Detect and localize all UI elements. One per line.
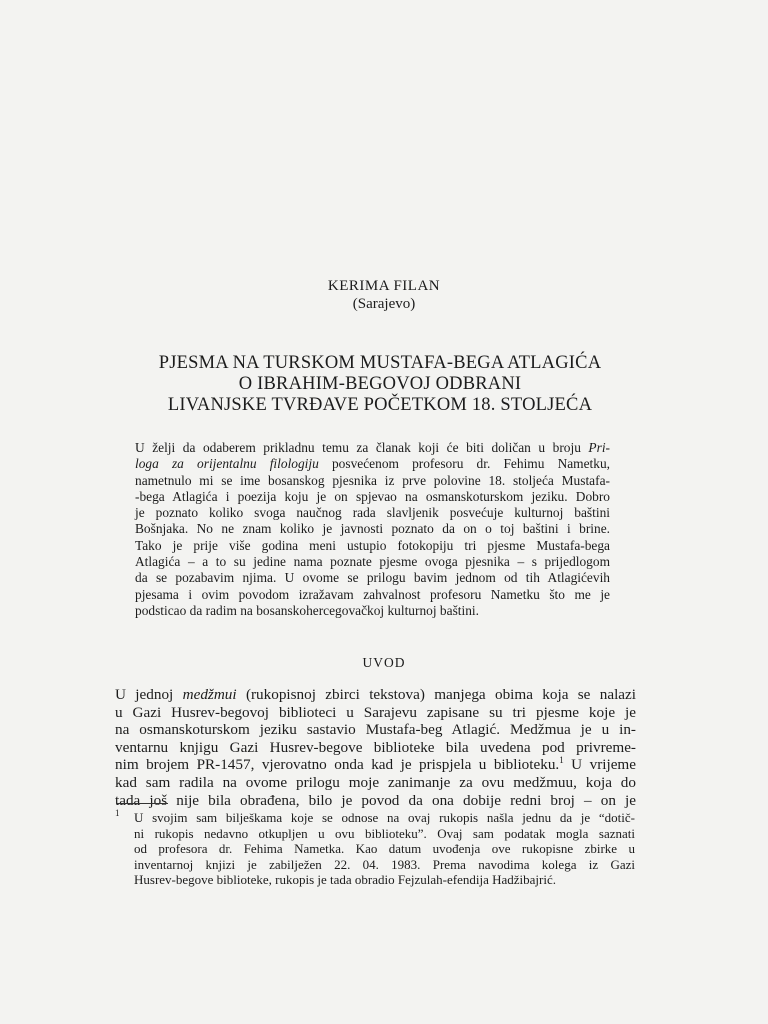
body-line: tada još nije bila obrađena, bilo je povod da ona dobije redni broj – on je (115, 791, 636, 809)
section-heading: UVOD (362, 655, 406, 670)
abstract-line: pjesama i ovim povodom izražavam zahvalnost profesoru Nametku što me je (135, 586, 610, 602)
author-affiliation: (Sarajevo) (352, 296, 416, 312)
body-line: kad sam radila na ovome prilogu moje zanimanje za ovu medžmuu, koja do (115, 773, 636, 791)
abstract-line: nametnulo mi se ime bosanskog pjesnika iz prve polovine 18. stoljeća Mustafa- (135, 472, 610, 488)
abstract-line: -bega Atlagića i poezija koju je on spjevao na osmanskoturskom jeziku. Dobro (135, 488, 610, 504)
body-line: nim brojem PR-1457, vjerovatno onda kad je prispjela u biblioteku.$^1$ U vrijeme (115, 755, 636, 774)
footnote-line: ni rukopis nedavno otkupljen u ovu biblioteku”. Ovaj sam podatak mogla saznati (134, 825, 635, 841)
footnote-divider (116, 803, 168, 804)
abstract-line: Tako je prije više godina meni ustupio fotokopiju tri pjesme Mustafa-bega (135, 537, 610, 553)
abstract-line: da se pozabavim njima. U ovome se prilogu bavim jednom od tih Atlagićevih (135, 570, 610, 586)
footnote-number: 1 (115, 808, 120, 818)
body-paragraph (115, 686, 636, 809)
abstract-line: je poznato koliko svoga naučnog rada slavljenik posvećuje kulturnoj baštini (135, 505, 610, 521)
abstract-line: Atlagića – a to su jedine nama poznate pjesme ovoga pjesnika – s prijedlogom (135, 554, 610, 570)
footnote-line: od profesora dr. Fehima Nametka. Kao datum uvođenja ove rukopisne zbirke u (134, 841, 635, 857)
title-line: PJESMA NA TURSKOM MUSTAFA-BEGA ATLAGIĆA (158, 353, 602, 373)
body-line: na osmanskoturskom jeziku sastavio Mustafa-beg Atlagić. Medžmua je u in- (115, 721, 636, 739)
footnote-text (134, 810, 635, 888)
body-line: ventarnu knjigu Gazi Husrev-begove biblioteke bila uvedena pod privreme- (115, 738, 636, 756)
author-name: KERIMA FILAN (327, 278, 441, 294)
article-title (60, 353, 700, 416)
title-line: O IBRAHIM-BEGOVOJ ODBRANI (238, 374, 522, 394)
body-line: U jednoj medžmui (rukopisnoj zbirci tekstova) manjega obima koja se nalazi (115, 686, 637, 703)
abstract-line: U želji da odaberem prikladnu temu za članak koji će biti doličan u broju Pri- (135, 440, 610, 455)
footnote-line: Husrev-begove biblioteke, rukopis je tada obradio Fejzulah-efendija Hadžibajrić. (134, 872, 556, 888)
body-line: u Gazi Husrev-begovoj biblioteci u Sarajevu zapisane su tri pjesme koje je (115, 703, 636, 721)
abstract-line: podsticao da radim na bosanskohercegovačkoj kulturnoj baštini. (135, 602, 479, 618)
abstract-paragraph (135, 440, 610, 619)
footnote-line: U svojim sam bilješkama koje se odnose na ovaj rukopis našla jednu da je “dotič- (134, 810, 635, 825)
footnote-reference[interactable]: 1 (559, 755, 564, 766)
abstract-line: loga za orijentalnu filologiju posvećenom profesoru dr. Fehimu Nametku, (135, 456, 610, 472)
abstract-line: Bošnjaka. No ne znam koliko je javnosti poznato da on o toj baštini i brine. (135, 521, 610, 537)
title-line: LIVANJSKE TVRĐAVE POČETKOM 18. STOLJEĆA (167, 395, 593, 415)
footnote-line: inventarnoj knjizi je zabilježen 22. 04. 1983. Prema navodima kolega iz Gazi (134, 856, 635, 872)
